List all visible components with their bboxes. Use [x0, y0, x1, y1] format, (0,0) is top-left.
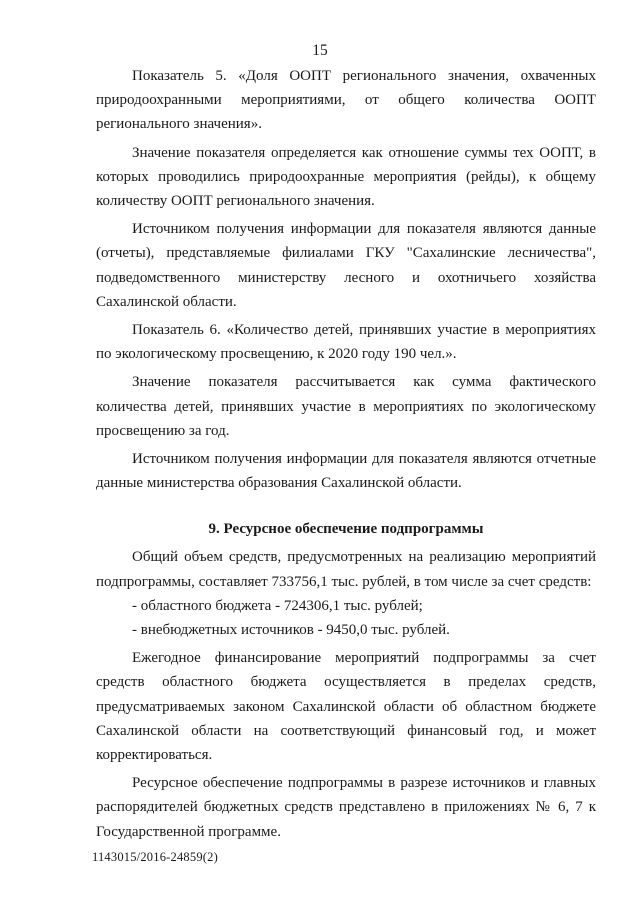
document-body	[96, 64, 596, 848]
indicator-5-calculation: Значение показателя определяется как отношение суммы тех ООПТ, в которых проводились природоохранные мероприятия (рейды), к общему количеству ООПТ регионального значения.	[96, 144, 596, 210]
document-id: 1143015/2016-24859(2)	[92, 850, 218, 864]
annual-funding-paragraph: Ежегодное финансирование мероприятий подпрограммы за счет средств областного бюджета осуществляется в пределах средств, предусматриваемых законом Сахалинской области об областном бюджете Сахалинской области на соответствующий финансовый год, и может корректироваться.	[96, 650, 596, 764]
page-number: 15	[312, 42, 328, 59]
funding-intro: Общий объем средств, предусмотренных на реализацию мероприятий подпрограммы, составляет 733756,1 тыс. рублей, в том числе за счет средств:	[96, 549, 596, 590]
section-heading: 9. Ресурсное обеспечение подпрограммы	[208, 521, 484, 538]
indicator-6-title: Показатель 6. «Количество детей, принявших участие в мероприятиях по экологическому просвещению, к 2020 году 190 чел.».	[96, 322, 596, 363]
indicator-5-title: Показатель 5. «Доля ООПТ регионального значения, охваченных природоохранными мероприятиями, от общего количества ООПТ регионального значения».	[96, 68, 596, 133]
resource-provision-paragraph: Ресурсное обеспечение подпрограммы в разрезе источников и главных распорядителей бюджетных средств представлено в приложениях № 6, 7 к Государственной программе.	[96, 775, 596, 840]
indicator-6-source: Источником получения информации для показателя являются отчетные данные министерства образования Сахалинской области.	[96, 451, 596, 492]
indicator-6-calculation: Значение показателя рассчитывается как сумма фактического количества детей, принявших участие в мероприятиях по экологическому просвещению за год.	[96, 374, 596, 439]
funding-item-extrabudgetary: - внебюджетных источников - 9450,0 тыс. рублей.	[132, 622, 450, 639]
funding-item-regional-budget: - областного бюджета - 724306,1 тыс. рублей;	[132, 597, 423, 614]
indicator-5-source: Источником получения информации для показателя являются данные (отчеты), представляемые филиалами ГКУ "Сахалинские лесничества", подведомственного министерству лесного и охотничьего хозяйства Сахалинской области.	[96, 221, 596, 310]
